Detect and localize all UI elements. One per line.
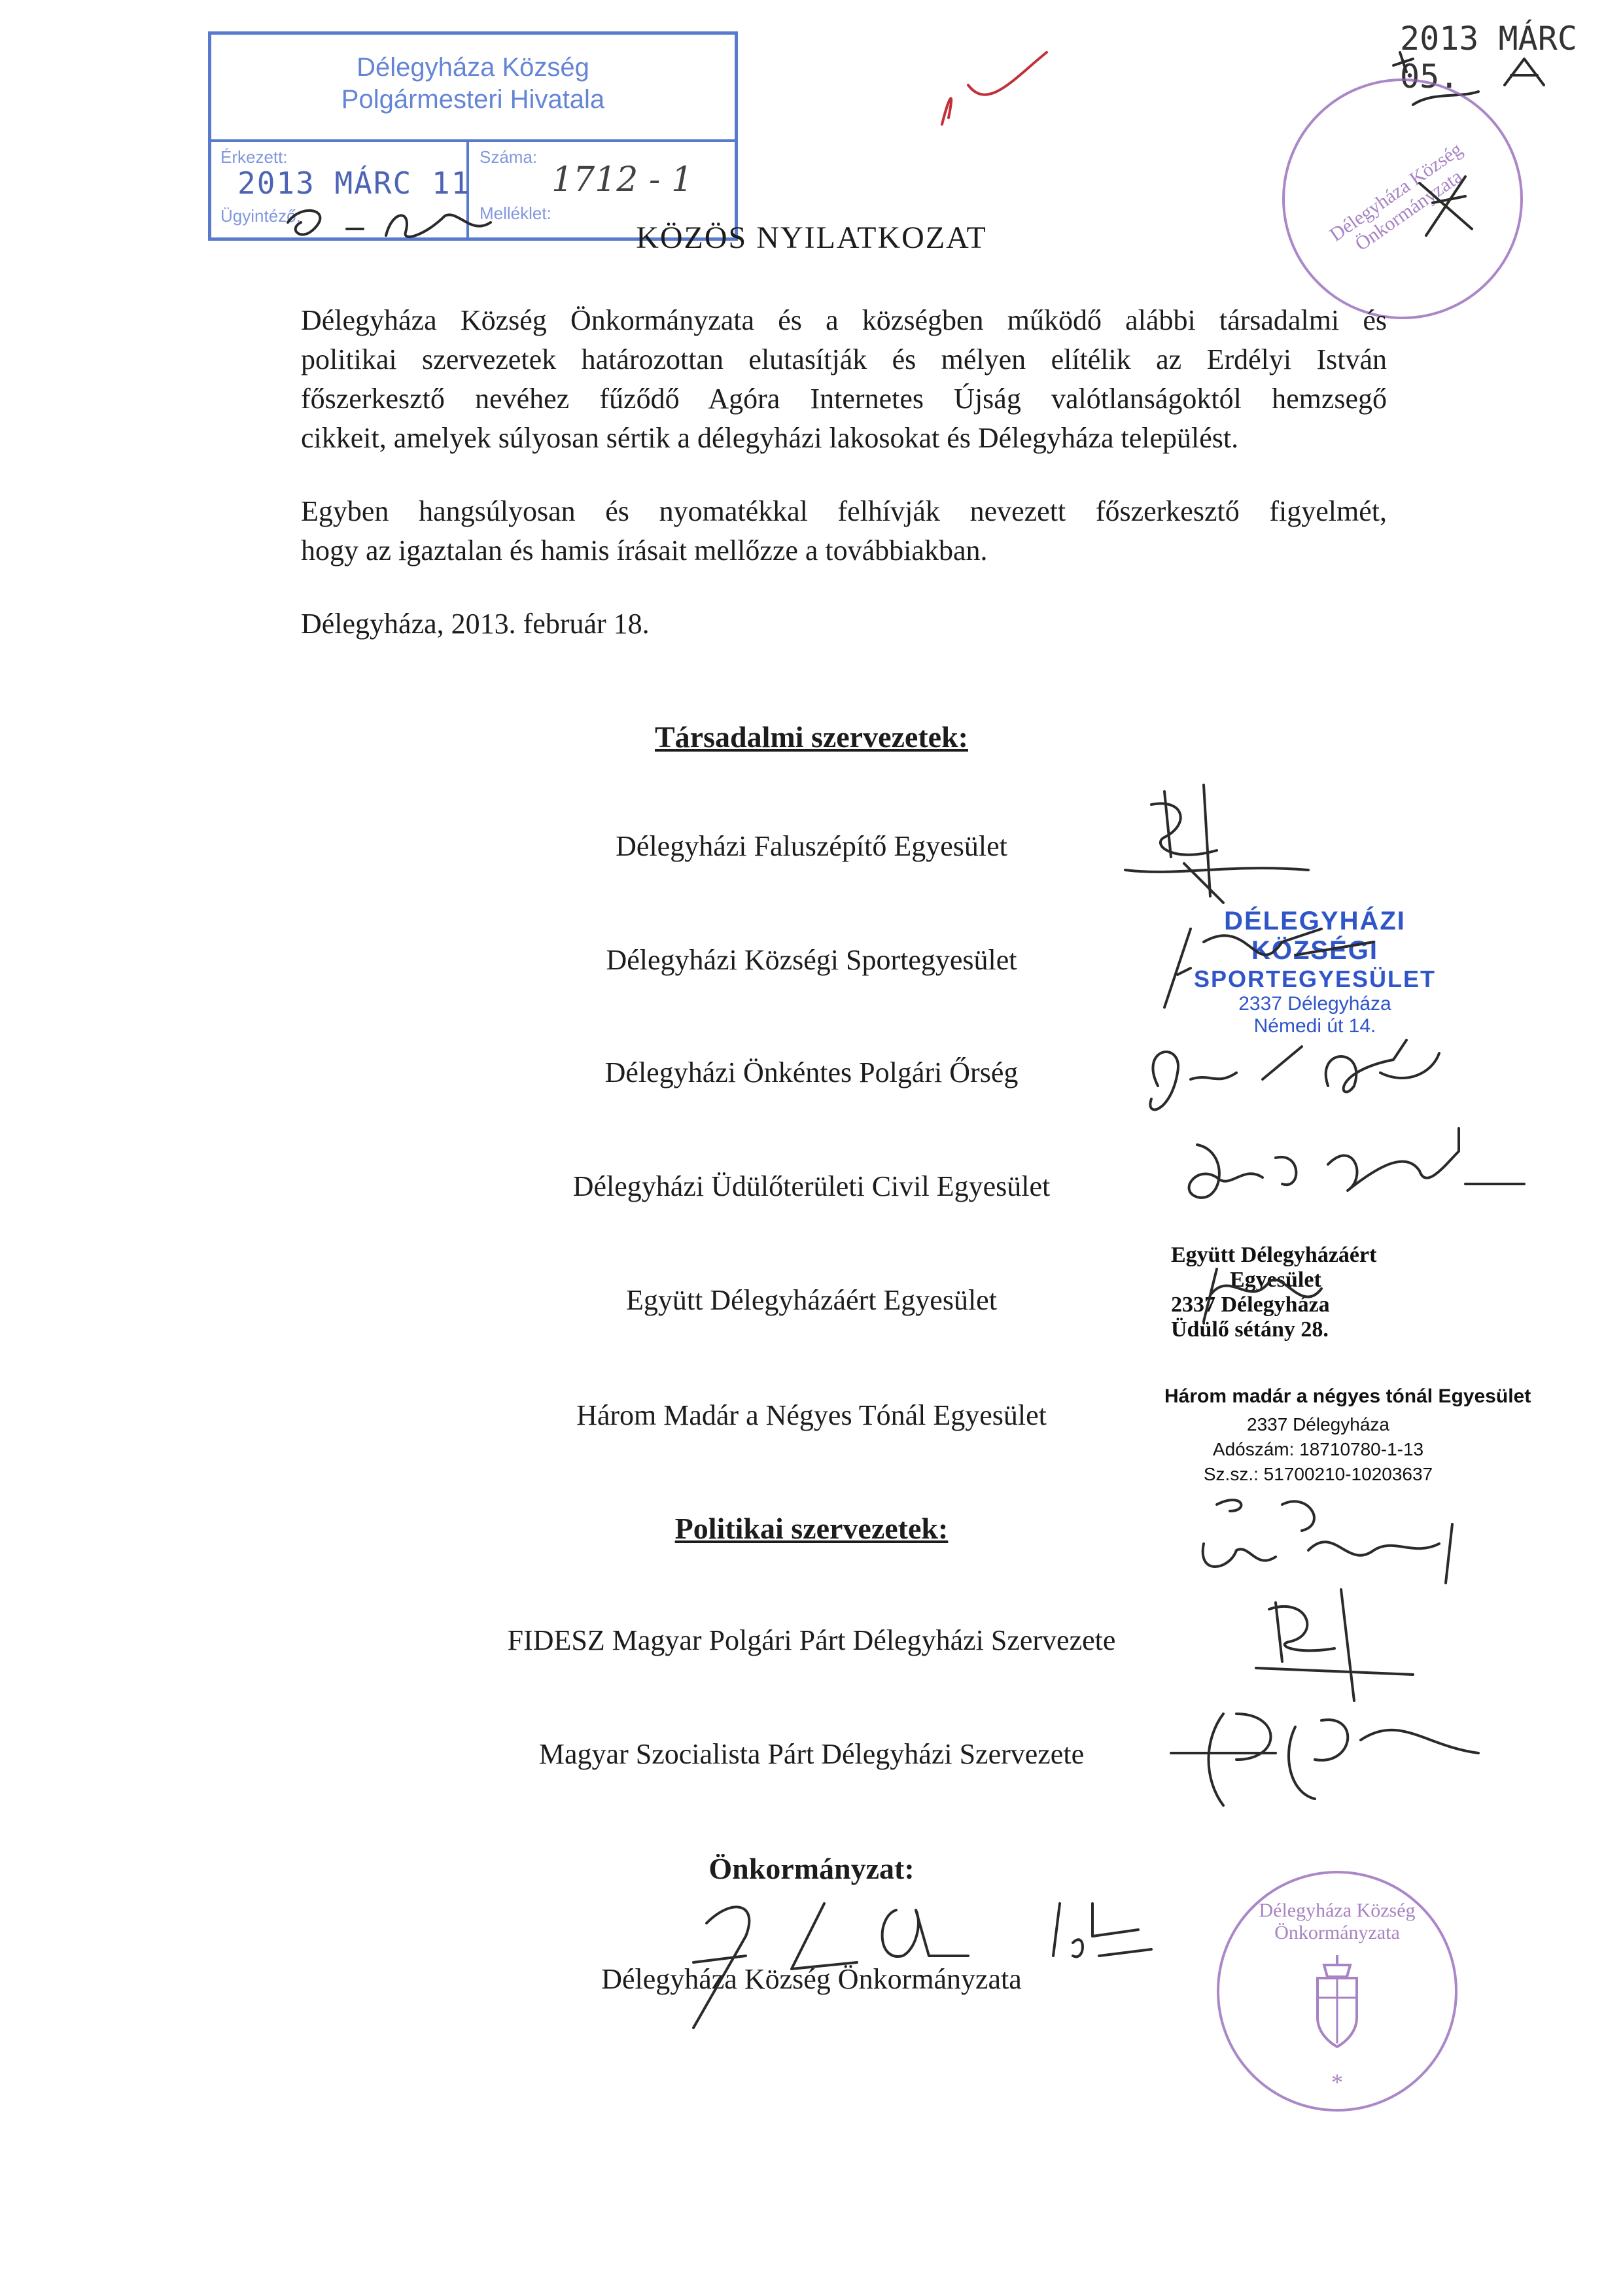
signature-polgari-orseg (1132, 1034, 1472, 1125)
place-date: Délegyháza, 2013. február 18. (301, 608, 650, 640)
signature-sportegyesulet (1151, 903, 1478, 1020)
top-round-stamp-text: Délegyháza Község Önkormányzata (1325, 138, 1467, 255)
top-right-date: 2013 MÁRC 05. (1400, 20, 1577, 96)
check-mark (929, 26, 1060, 144)
signature-faluszepito (1125, 785, 1321, 916)
harom-madar-stamp-line4: Sz.sz.: 51700210-10203637 (1203, 1464, 1433, 1484)
registration-number: 1712 - 1 (551, 160, 693, 200)
sport-stamp-line2: SPORTEGYESÜLET (1193, 965, 1437, 992)
egyutt-stamp-line1: Együtt Délegyházáért (1171, 1243, 1377, 1267)
case-officer-label: Ügyintéző: (220, 206, 301, 226)
onkormanyzat-heading: Önkormányzat: (708, 1852, 915, 1885)
org-sportegyesulet: Délegyházi Községi Sportegyesület (606, 944, 1017, 976)
sport-stamp-line3: 2337 Délegyháza (1238, 993, 1391, 1015)
attachment-label: Melléklet: (480, 203, 551, 223)
org-egyutt-delegyhazaert: Együtt Délegyházáért Egyesület (626, 1284, 997, 1316)
sport-stamp-line1: DÉLEGYHÁZI KÖZSÉGI (1224, 907, 1406, 965)
harom-madar-stamp-line2: 2337 Délegyháza (1247, 1414, 1389, 1435)
political-organizations-heading: Politikai szervezetek: (674, 1512, 949, 1545)
paragraph-1 (301, 301, 1387, 458)
paragraph-1-line: Délegyháza Község Önkormányzata és a községben működő alábbi társadalmi és (301, 304, 1387, 336)
paragraph-2 (301, 492, 1387, 570)
paragraph-2-line: hogy az igaztalan és hamis írásait mellőzze a továbbiakban. (301, 534, 988, 566)
signature-udulo-civil (1171, 1125, 1537, 1236)
social-organizations-heading: Társadalmi szervezetek: (654, 720, 968, 754)
harom-madar-stamp-line1: Három madár a négyes tónál Egyesület (1164, 1385, 1531, 1407)
registration-stamp-line1: Délegyháza Község (357, 53, 589, 82)
egyutt-stamp-line4: Üdülő sétány 28. (1171, 1317, 1329, 1342)
onkormanyzat-round-stamp-text: Délegyháza Község Önkormányzata (1259, 1900, 1416, 1943)
org-faluszepito: Délegyházi Faluszépítő Egyesület (616, 830, 1007, 862)
egyutt-stamp-line2: Egyesület (1230, 1268, 1321, 1292)
org-polgari-orseg: Délegyházi Önkéntes Polgári Őrség (604, 1056, 1019, 1088)
top-round-stamp (1282, 78, 1523, 319)
harom-madar-stamp-line3: Adószám: 18710780-1-13 (1212, 1439, 1424, 1459)
egyutt-stamp-line3: 2337 Délegyháza (1171, 1293, 1330, 1317)
document-title: KÖZÖS NYILATKOZAT (636, 220, 987, 255)
signature-mayor (667, 1884, 1204, 2041)
signature-mszp (1164, 1701, 1492, 1818)
received-label: Érkezett: (220, 147, 288, 167)
registration-stamp-line2: Polgármesteri Hivatala (341, 85, 605, 114)
org-fidesz: FIDESZ Magyar Polgári Párt Délegyházi Szervezete (507, 1624, 1116, 1656)
paragraph-2-line: Egyben hangsúlyosan és nyomatékkal felhívják nevezett főszerkesztő figyelmét, (301, 495, 1387, 527)
sport-stamp-line4: Némedi út 14. (1253, 1015, 1376, 1037)
harom-madar-stamp (1164, 1385, 1531, 1485)
star-icon: * (1331, 2069, 1343, 2095)
onkormanyzat-round-stamp (1217, 1871, 1457, 2112)
org-harom-madar: Három Madár a Négyes Tónál Egyesület (576, 1399, 1047, 1431)
onkormanyzat-name: Délegyháza Község Önkormányzata (601, 1963, 1022, 1995)
paragraph-1-line: politikai szervezetek határozottan elutasítják és mélyen elítélik az Erdélyi István (301, 343, 1387, 375)
paragraph-1-line: főszerkesztő nevéhez fűződő Agóra Internetes Újság valótlanságoktól hemzsegő (301, 383, 1387, 415)
registration-date: 2013 MÁRC 11 (237, 165, 471, 201)
signature-egyutt (1191, 1256, 1361, 1334)
number-label: Száma: (480, 147, 538, 167)
coat-of-arms-icon (1304, 1952, 1370, 2050)
org-udulo-civil: Délegyházi Üdülőterületi Civil Egyesület (572, 1170, 1051, 1202)
org-mszp: Magyar Szocialista Párt Délegyházi Szervezete (538, 1738, 1085, 1770)
signature-fidesz (1256, 1583, 1426, 1714)
paragraph-1-line: cikkeit, amelyek súlyosan sértik a délegyházi lakosokat és Délegyháza települést. (301, 422, 1239, 454)
